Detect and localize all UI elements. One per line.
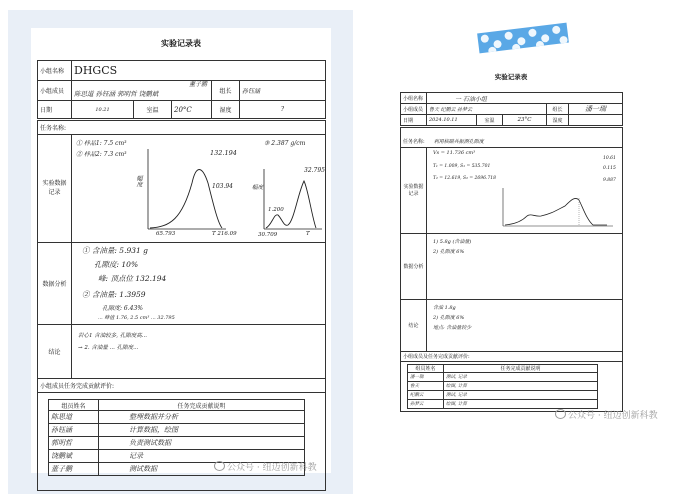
eval-row-name: 董子鹏 — [49, 463, 99, 476]
r-date-value: 2024.10.11 — [427, 115, 477, 126]
task-label: 任务名称: — [38, 121, 326, 135]
analysis-cell — [72, 243, 326, 325]
date-value: 10.21 — [72, 101, 134, 119]
r-members-value: 鲁天 纪鹏云 孙梦云 — [427, 104, 547, 115]
eval-row-name: 饶鹏斌 — [49, 450, 99, 463]
r-room-label: 室温 — [477, 115, 503, 126]
room-value: 20°C — [172, 101, 212, 119]
r-humidity-value — [569, 115, 623, 126]
eval-row-desc: 整理数据并分析 — [99, 411, 305, 424]
humidity-label: 湿度 — [212, 101, 240, 119]
r-data-record-label: 实验数据 记录 — [401, 148, 427, 234]
r-members-label: 小组成员 — [401, 104, 427, 115]
r-eval-row-name: 潘一瑞 — [408, 373, 444, 382]
group-name-value: DHGCS — [72, 61, 326, 81]
eval-row-desc: 测试数据 — [99, 463, 305, 476]
r-eval-row-name: 鲁天 — [408, 382, 444, 391]
r-group-name-label: 小组名称 — [401, 93, 427, 104]
analysis-line-5: 孔隙度: 6.43% — [102, 305, 143, 312]
r-result-3: 9.887 — [603, 178, 616, 183]
members-value: 陈思道 孙钰涵 郭明哲 饶鹏斌 — [74, 90, 159, 98]
left-record-sheet — [31, 28, 331, 473]
r-conclusion-cell — [427, 300, 623, 352]
right-record-sheet — [398, 70, 624, 407]
analysis-line-2: 孔隙度: 10% — [94, 260, 139, 269]
left-sheet-title: 实验记录表 — [161, 39, 201, 48]
sample1-note: ① 样品1: 7.5 cm³ — [76, 140, 127, 147]
right-sheet-title: 实验记录表 — [494, 73, 528, 81]
r-conclusion-line-3: 地点: 含油量较少 — [433, 325, 472, 331]
sample1-x-start: 65.793 — [156, 231, 176, 237]
sample1-peak-label: 132.194 — [210, 149, 237, 157]
r-leader-label: 组长 — [547, 104, 569, 115]
sample2-x-start: 30.709 — [258, 232, 278, 238]
r-room-value: 23°C — [503, 115, 547, 126]
sample1-peak-curve — [150, 170, 222, 229]
left-watermark-text: 公众号 · 纽迈创新科教 — [227, 463, 317, 473]
r-conclusion-line-1: 含油 1.8g — [433, 305, 456, 311]
r-t2-spectrum-plot — [495, 186, 615, 232]
r-eval-label: 小组成员及任务完成贡献评价: — [401, 352, 623, 362]
sample1-mid-label: 103.94 — [212, 183, 233, 190]
humidity-value: ? — [240, 101, 326, 119]
room-label: 室温 — [134, 101, 172, 119]
right-eval-table — [407, 364, 598, 409]
leader-value: 孙钰涵 — [240, 81, 326, 101]
r-eval-row-name: 纪鹏云 — [408, 391, 444, 400]
left-photo-panel — [8, 10, 353, 494]
analysis-line-4: ② 含油量: 1.3959 — [82, 290, 146, 299]
conclusion-line-2: → 2. 含油量 ... 孔隙度... — [78, 345, 139, 351]
conclusion-label: 结论 — [38, 325, 72, 379]
conclusion-line-1: 岩心1 含油较多, 孔隙度高... — [78, 333, 147, 339]
r-eval-header-name: 组员姓名 — [408, 365, 444, 373]
r-eval-cell — [401, 362, 623, 412]
r-eval-row-name: 孙梦云 — [408, 400, 444, 409]
members-cell — [72, 81, 212, 101]
r-task-label: 任务名称: — [403, 139, 425, 145]
sample2-peak-curve — [266, 181, 316, 228]
r-analysis-label: 数据分析 — [401, 234, 427, 300]
eval-header-name: 组员姓名 — [49, 400, 99, 411]
r-humidity-label: 湿度 — [547, 115, 569, 126]
eval-row-desc: 负责测试数据 — [99, 437, 305, 450]
members-note: 董子鹏 — [188, 81, 207, 88]
eval-label: 小组成员任务完成贡献评价: — [38, 379, 326, 393]
eval-row-name: 郭明哲 — [49, 437, 99, 450]
conclusion-cell — [72, 325, 326, 379]
analysis-line-3: 峰: 顶点位 132.194 — [98, 274, 167, 283]
r-spectrum-curve — [505, 198, 607, 225]
sample2-peak-label: 32.795 — [304, 167, 325, 174]
data-record-cell — [72, 135, 326, 243]
r-result-2: 0.115 — [603, 166, 616, 171]
eval-header-desc: 任务完成贡献说明 — [99, 400, 305, 411]
sample1-x-end: T 216.09 — [212, 231, 237, 237]
sample2-curve-sketch — [254, 163, 326, 239]
sample2-x-end: T — [306, 231, 310, 237]
r-conclusion-label: 结论 — [401, 300, 427, 352]
r-analysis-line-1: 1) 5.8g (含油量) — [433, 239, 472, 245]
leader-label: 组长 — [212, 81, 240, 101]
eval-row-name: 陈思道 — [49, 411, 99, 424]
r-date-label: 日期 — [401, 115, 427, 126]
sample2-y-label: 幅度 — [252, 185, 264, 191]
left-main-table — [37, 120, 326, 491]
r-leader-value: 潘一瑞 — [569, 104, 623, 115]
right-main-table — [400, 127, 623, 412]
r-t2-note: T₂ = 12.619, S₂ = 2696.718 — [433, 176, 497, 181]
date-label: 日期 — [38, 101, 72, 119]
right-header-table — [400, 92, 623, 126]
right-watermark-text: 公众号 · 纽迈创新科教 — [568, 411, 658, 421]
left-header-table — [37, 60, 326, 119]
group-name-label: 小组名称 — [38, 61, 72, 81]
wechat-icon — [555, 409, 566, 419]
r-task-value: 利用核磁共振测孔隙度 — [433, 139, 484, 145]
r-result-1: 10.61 — [603, 156, 616, 161]
r-task-cell — [401, 128, 623, 148]
side-density-note: ③ 2.387 g/cm — [264, 140, 306, 147]
r-eval-row-desc: 绘图, 计算 — [444, 382, 598, 391]
r-eval-row-desc: 测试, 记录 — [444, 373, 598, 382]
left-watermark — [214, 460, 317, 473]
r-analysis-cell — [427, 234, 623, 300]
data-record-label: 实验数据 记录 — [38, 135, 72, 243]
eval-row-name: 孙钰涵 — [49, 424, 99, 437]
sample2-mid-label: 1.200 — [268, 207, 284, 213]
eval-row-desc: 计算数据，绘图 — [99, 424, 305, 437]
r-eval-header-desc: 任务完成贡献说明 — [444, 365, 598, 373]
analysis-line-6: ... 峰值 1.76, 2.5 cm³ ... 32.795 — [98, 315, 175, 321]
r-eval-row-desc: 绘图, 计算 — [444, 400, 598, 409]
analysis-label: 数据分析 — [38, 243, 72, 325]
sample1-y-label: 幅度 — [135, 175, 142, 187]
right-watermark — [555, 408, 658, 421]
right-photo-panel — [398, 22, 624, 407]
sample2-note: ② 样品2: 7.3 cm³ — [76, 151, 127, 158]
analysis-line-1: ① 含油量: 5.931 g — [82, 246, 148, 255]
r-eval-row-desc: 测试, 记录 — [444, 391, 598, 400]
r-conclusion-line-2: 2) 孔隙度 6% — [433, 315, 465, 321]
sample1-curve-sketch — [130, 143, 230, 241]
r-t1-note: T₁ = 1.009, S₁ = 535.701 — [433, 164, 491, 169]
eval-cell — [38, 393, 326, 491]
eval-row-desc: 记录 — [99, 450, 305, 463]
members-label: 小组成员 — [38, 81, 72, 101]
r-analysis-line-2: 2) 孔隙度 6% — [433, 249, 465, 255]
r-data-record-cell — [427, 148, 623, 234]
wechat-icon — [214, 461, 225, 471]
r-group-name-value: 一 石油小组 — [427, 93, 623, 104]
r-vs-note: Vs = 11.736 cm³ — [433, 150, 476, 156]
